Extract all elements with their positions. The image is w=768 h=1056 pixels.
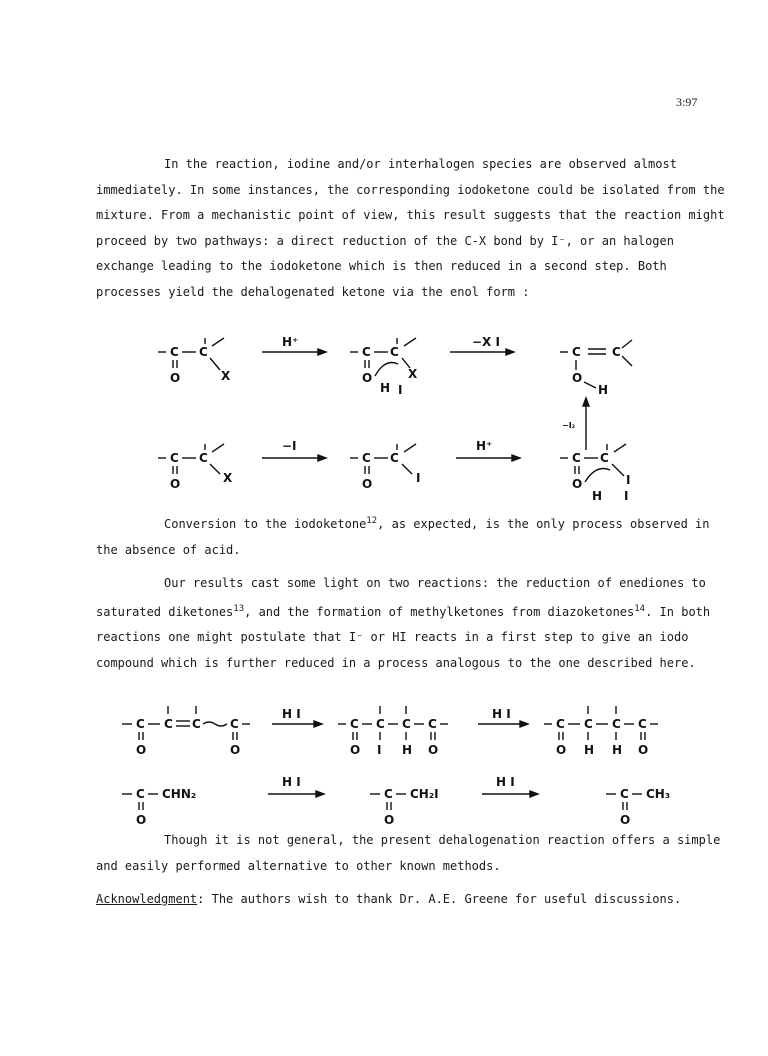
svg-text:C: C bbox=[192, 717, 201, 731]
svg-text:C: C bbox=[164, 717, 173, 731]
svg-text:H I: H I bbox=[492, 707, 511, 721]
enol-structure bbox=[560, 340, 632, 397]
svg-text:I: I bbox=[416, 471, 421, 485]
arrow-loss-xi bbox=[450, 335, 514, 355]
svg-text:H⁺: H⁺ bbox=[476, 439, 493, 453]
svg-text:CH₃: CH₃ bbox=[646, 787, 671, 801]
svg-text:−I₂: −I₂ bbox=[562, 421, 576, 430]
arrow-loss-i2 bbox=[562, 398, 589, 450]
svg-text:C: C bbox=[402, 717, 411, 731]
arrow-halogen-exchange bbox=[262, 439, 326, 461]
svg-text:I: I bbox=[377, 743, 382, 757]
arrow-hi-3 bbox=[268, 775, 324, 797]
reduction-scheme bbox=[0, 700, 768, 828]
arrow-hi-4 bbox=[482, 775, 538, 797]
paragraph-mechanism: In the reaction, iodine and/or interhalogen species are observed almost immediately. In some instances, the corresponding iodoketone could be isolated from the mixture. From a mechanistic point of view, this result suggests that the reaction might proceed by two pathways: a direct reduction of the C-X bond by I⁻, or an halogen exchange leading to the iodoketone which is then reduced in a second step. Both processes yield the dehalogenated ketone via the enol form : bbox=[96, 157, 725, 299]
svg-text:H I: H I bbox=[282, 707, 301, 721]
svg-text:C: C bbox=[584, 717, 593, 731]
svg-text:C: C bbox=[362, 345, 371, 359]
iodoketone-structure bbox=[350, 444, 420, 491]
svg-text:C: C bbox=[572, 345, 581, 359]
svg-text:C: C bbox=[612, 345, 621, 359]
svg-text:H I: H I bbox=[496, 775, 515, 789]
svg-text:H: H bbox=[612, 743, 623, 757]
svg-text:C: C bbox=[350, 717, 359, 731]
svg-text:C: C bbox=[199, 451, 208, 465]
svg-text:C: C bbox=[390, 345, 399, 359]
svg-text:O: O bbox=[362, 371, 373, 385]
paragraph-conclusion: Though it is not general, the present dehalogenation reaction offers a simple and easily performed alternative to other known methods. bbox=[96, 833, 721, 873]
svg-text:O: O bbox=[170, 371, 181, 385]
iodomethylketone-structure bbox=[370, 787, 439, 827]
svg-text:I: I bbox=[398, 383, 403, 397]
svg-text:O: O bbox=[572, 371, 583, 385]
svg-text:C: C bbox=[600, 451, 609, 465]
enedione-structure bbox=[122, 706, 250, 757]
mechanism-scheme bbox=[0, 328, 768, 508]
svg-text:−X I: −X I bbox=[472, 335, 500, 349]
iodo-diketone-structure bbox=[338, 706, 448, 757]
arrow-protonation-2 bbox=[456, 439, 520, 461]
svg-text:O: O bbox=[136, 743, 147, 757]
svg-text:C: C bbox=[136, 787, 145, 801]
svg-text:C: C bbox=[638, 717, 647, 731]
svg-text:C: C bbox=[170, 451, 179, 465]
saturated-diketone-structure bbox=[544, 706, 658, 757]
svg-text:O: O bbox=[170, 477, 181, 491]
protonated-haloketone-structure bbox=[350, 338, 418, 397]
svg-text:C: C bbox=[384, 787, 393, 801]
svg-text:O: O bbox=[638, 743, 649, 757]
protonated-iodoketone-structure bbox=[560, 444, 630, 503]
svg-text:C: C bbox=[170, 345, 179, 359]
acknowledgment-label: Acknowledgment bbox=[96, 892, 198, 906]
alpha-haloketone-structure bbox=[158, 338, 231, 385]
svg-text:C: C bbox=[390, 451, 399, 465]
svg-text:C: C bbox=[572, 451, 581, 465]
svg-text:CHN₂: CHN₂ bbox=[162, 787, 197, 801]
svg-text:O: O bbox=[428, 743, 439, 757]
svg-text:H: H bbox=[402, 743, 413, 757]
arrow-hi-1 bbox=[272, 707, 322, 727]
svg-text:O: O bbox=[572, 477, 583, 491]
paragraph-conversion: Conversion to the iodoketone$^{12}$, as expected, is the only process observed in the absence of acid. bbox=[96, 516, 710, 557]
svg-text:H: H bbox=[592, 489, 603, 503]
acknowledgment bbox=[96, 892, 681, 906]
svg-text:O: O bbox=[230, 743, 241, 757]
svg-text:O: O bbox=[136, 813, 147, 827]
svg-text:O: O bbox=[362, 477, 373, 491]
paragraph-results: Our results cast some light on two reactions: the reduction of enediones to saturated diketones$^{13}$, and the formation of methylketones from diazoketones$^{14}$. In both reactions one might postulate that I⁻ or HI reacts in a first step to give an iodo compound which is further reduced in a process analogous to the one described here. bbox=[96, 576, 711, 670]
svg-text:C: C bbox=[556, 717, 565, 731]
svg-text:C: C bbox=[428, 717, 437, 731]
svg-text:C: C bbox=[362, 451, 371, 465]
svg-text:C: C bbox=[199, 345, 208, 359]
svg-text:C: C bbox=[136, 717, 145, 731]
svg-text:−I: −I bbox=[282, 439, 297, 453]
svg-text:H: H bbox=[584, 743, 595, 757]
svg-text:X: X bbox=[221, 369, 231, 383]
svg-text:I: I bbox=[626, 473, 631, 487]
arrow-protonation bbox=[262, 335, 326, 355]
svg-text:X: X bbox=[223, 471, 233, 485]
diazoketone-structure bbox=[122, 787, 196, 827]
page-number: 3:97 bbox=[676, 95, 698, 109]
svg-text:C: C bbox=[612, 717, 621, 731]
svg-text:C: C bbox=[620, 787, 629, 801]
acknowledgment-text: : The authors wish to thank Dr. A.E. Greene for useful discussions. bbox=[197, 892, 682, 906]
svg-text:C: C bbox=[376, 717, 385, 731]
svg-text:CH₂I: CH₂I bbox=[410, 787, 439, 801]
svg-text:H I: H I bbox=[282, 775, 301, 789]
svg-text:X: X bbox=[408, 367, 418, 381]
svg-text:H⁺: H⁺ bbox=[282, 335, 299, 349]
alpha-haloketone-structure-2 bbox=[158, 444, 233, 491]
svg-text:C: C bbox=[230, 717, 239, 731]
svg-text:O: O bbox=[620, 813, 631, 827]
svg-text:O: O bbox=[384, 813, 395, 827]
svg-text:I: I bbox=[624, 489, 629, 503]
svg-text:O: O bbox=[556, 743, 567, 757]
methylketone-structure bbox=[606, 787, 670, 827]
arrow-hi-2 bbox=[478, 707, 528, 727]
svg-text:O: O bbox=[350, 743, 361, 757]
svg-text:H: H bbox=[380, 381, 391, 395]
svg-text:H: H bbox=[598, 383, 609, 397]
